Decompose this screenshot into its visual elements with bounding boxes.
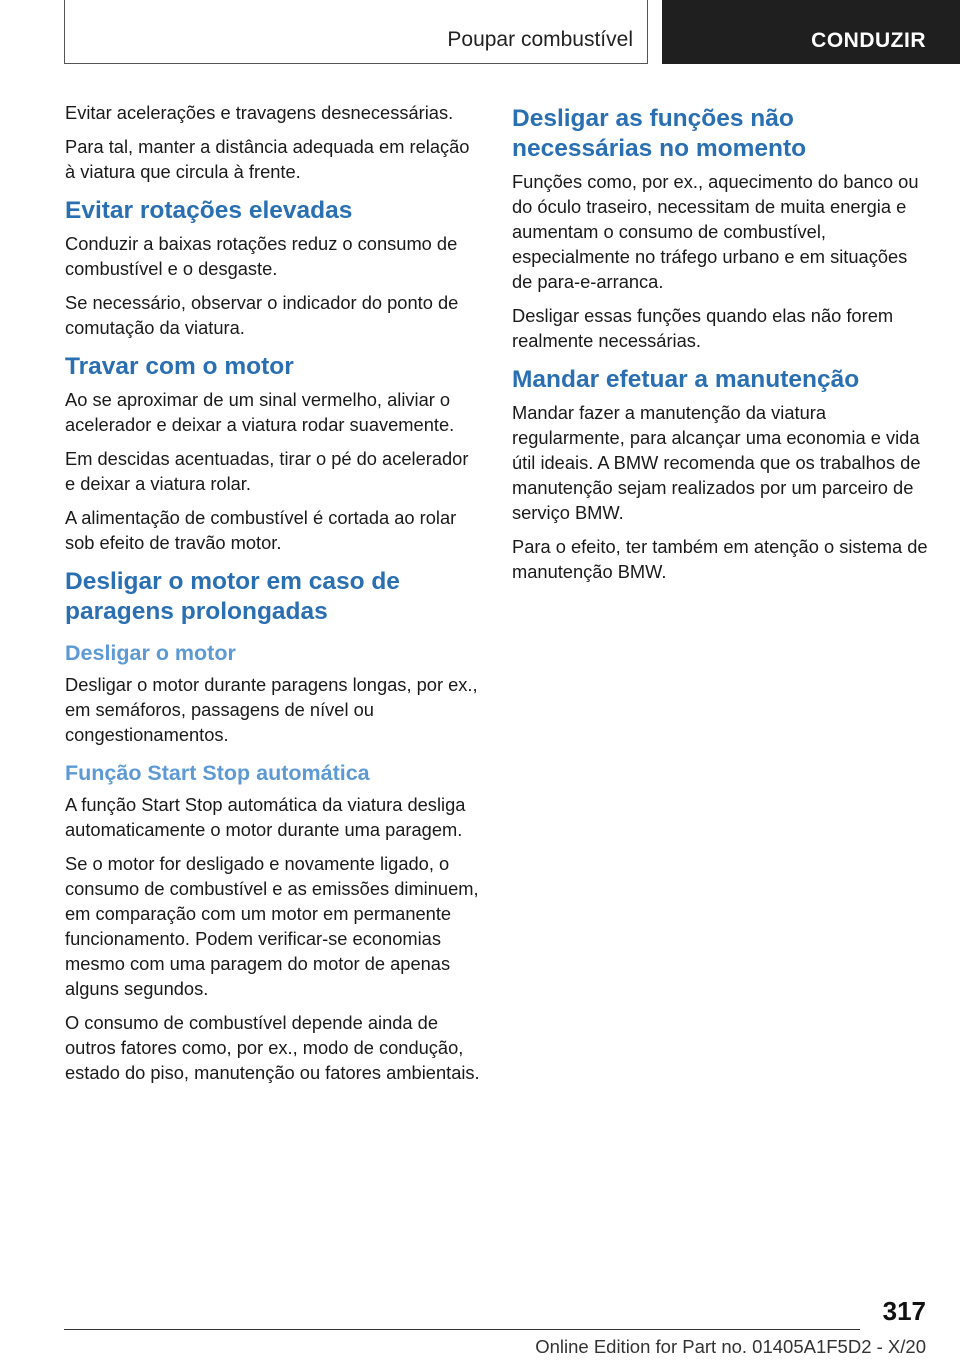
paragraph: Para tal, manter a distância adequada em relação à viatura que circula à frente. bbox=[65, 136, 470, 182]
paragraph: A alimentação de combustível é cortada ao rolar sob efeito de travão motor. bbox=[65, 507, 457, 553]
paragraph: Conduzir a baixas rotações reduz o consumo de combustível e o desgaste. bbox=[65, 233, 458, 279]
paragraph: Desligar o motor durante paragens longas, por ex., em semáforos, passagens de nível ou congestionamentos. bbox=[65, 674, 478, 745]
paragraph: A função Start Stop automática da viatura desliga automaticamente o motor durante uma paragem. bbox=[65, 794, 466, 840]
subsection-heading: Função Start Stop automática bbox=[65, 761, 370, 785]
paragraph: Ao se aproximar de um sinal vermelho, aliviar o acelerador e deixar a viatura rodar suavemente. bbox=[65, 389, 455, 435]
edition-note: Online Edition for Part no. 01405A1F5D2 - X/20 bbox=[535, 1336, 926, 1357]
header-subject-box bbox=[64, 0, 648, 64]
chapter-tab bbox=[662, 0, 960, 64]
paragraph: Se necessário, observar o indicador do ponto de comutação da viatura. bbox=[65, 292, 459, 338]
paragraph: Mandar fazer a manutenção da viatura regularmente, para alcançar uma economia e vida útil ideais. A BMW recomenda que os trabalhos de manutenção sejam realizados por um parceiro de serviço BMW. bbox=[512, 402, 921, 523]
paragraph: Em descidas acentuadas, tirar o pé do acelerador e deixar a viatura rolar. bbox=[65, 448, 469, 494]
header-subject: Poupar combustível bbox=[447, 28, 633, 51]
page-number: 317 bbox=[882, 1296, 926, 1326]
section-heading: Desligar o motor em caso de paragens prolongadas bbox=[65, 568, 400, 625]
right-column bbox=[512, 100, 930, 593]
paragraph: Funções como, por ex., aquecimento do banco ou do óculo traseiro, necessitam de muita energia e aumentam o consumo de combustível, especialmente no tráfego urbano e em situações de para-e-arranca. bbox=[512, 171, 919, 292]
subsection-heading: Desligar o motor bbox=[65, 641, 236, 665]
left-column bbox=[65, 100, 483, 1094]
section-heading: Mandar efetuar a manutenção bbox=[512, 366, 860, 393]
paragraph: Evitar acelerações e travagens desnecessárias. bbox=[65, 102, 454, 123]
footer-divider bbox=[64, 1329, 860, 1330]
section-heading: Travar com o motor bbox=[65, 353, 294, 380]
paragraph: O consumo de combustível depende ainda de outros fatores como, por ex., modo de condução, estado do piso, manutenção ou fatores ambientais. bbox=[65, 1012, 480, 1083]
paragraph: Para o efeito, ter também em atenção o sistema de manutenção BMW. bbox=[512, 536, 928, 582]
paragraph: Desligar essas funções quando elas não forem realmente necessárias. bbox=[512, 305, 894, 351]
section-heading: Desligar as funções não necessárias no momento bbox=[512, 105, 807, 162]
chapter-title: CONDUZIR bbox=[811, 29, 926, 52]
section-heading: Evitar rotações elevadas bbox=[65, 197, 353, 224]
paragraph: Se o motor for desligado e novamente ligado, o consumo de combustível e as emissões diminuem, em comparação com um motor em permanente funcionamento. Podem verificar-se economias mesmo com uma paragem do motor de apenas alguns segundos. bbox=[65, 853, 479, 999]
